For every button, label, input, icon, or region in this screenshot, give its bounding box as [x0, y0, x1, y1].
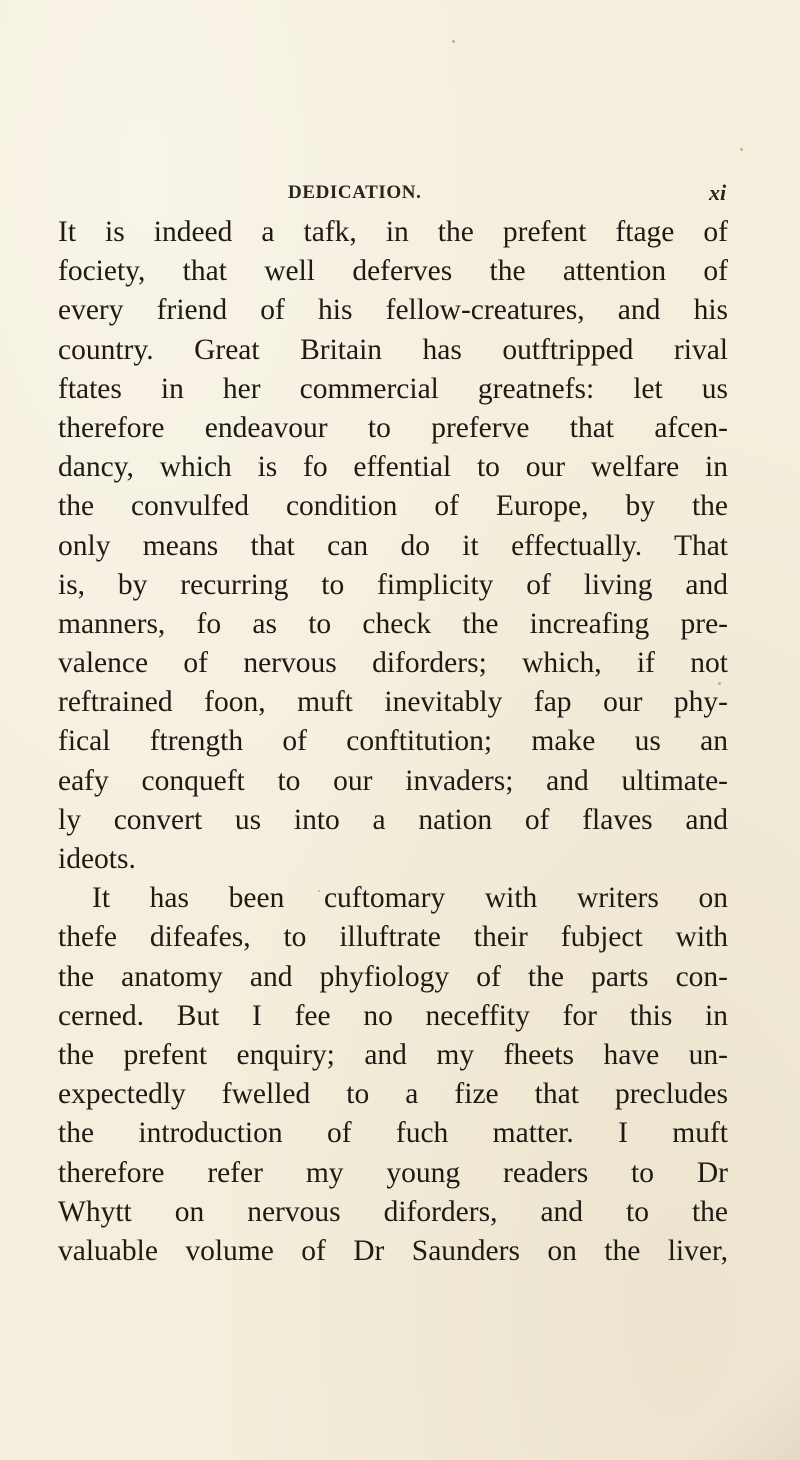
text-line: the convulfed condition of Europe, by the [58, 490, 728, 523]
text-line: ly convert us into a nation of flaves and [58, 803, 728, 836]
text-line: valence of nervous diforders; which, if not [58, 647, 728, 680]
text-line: dancy, which is fo effential to our welfare in [58, 451, 728, 484]
text-line: thefe difeafes, to illuftrate their fubject with [58, 921, 728, 954]
text-line: expectedly fwelled to a fize that precludes [58, 1078, 728, 1111]
text-line: cerned. But I fee no neceffity for this in [58, 999, 728, 1032]
text-line: therefore refer my young readers to Dr [58, 1156, 728, 1189]
page-header [0, 182, 800, 216]
text-line: fociety, that well deferves the attention of [58, 255, 728, 288]
paper-speck [718, 682, 721, 685]
text-line: country. Great Britain has outftripped rival [58, 333, 728, 366]
page-number: xi [709, 180, 727, 205]
text-line: It has been cuftomary with writers on [92, 882, 728, 915]
running-head: DEDICATION. [288, 182, 422, 203]
text-line: reftrained foon, muft inevitably fap our phy- [58, 686, 728, 719]
text-line: the anatomy and phyfiology of the parts con- [58, 960, 728, 993]
paper-speck [318, 890, 320, 892]
paper-speck [740, 148, 743, 151]
text-line: is, by recurring to fimplicity of living and [58, 568, 728, 601]
text-line: the prefent enquiry; and my fheets have un- [58, 1038, 728, 1071]
text-line: valuable volume of Dr Saunders on the liver, [58, 1234, 728, 1267]
text-line: manners, fo as to check the increafing pre- [58, 607, 728, 640]
text-line: It is indeed a tafk, in the prefent ftage of [58, 216, 728, 248]
text-line: ideots. [58, 843, 136, 875]
text-line: only means that can do it effectually. That [58, 529, 728, 562]
text-line: ftates in her commercial greatnefs: let us [58, 372, 728, 405]
text-line: Whytt on nervous diforders, and to the [58, 1195, 728, 1228]
text-line: therefore endeavour to preferve that afcen- [58, 411, 728, 444]
text-line: every friend of his fellow-creatures, and his [58, 294, 728, 327]
page-corner-shadow [660, 1340, 800, 1460]
text-line: fical ftrength of conftitution; make us an [58, 725, 728, 758]
text-line: the introduction of fuch matter. I muft [58, 1117, 728, 1150]
text-line: eafy conqueft to our invaders; and ultimate- [58, 764, 728, 797]
body-text [58, 213, 728, 1271]
paper-speck [452, 40, 455, 43]
